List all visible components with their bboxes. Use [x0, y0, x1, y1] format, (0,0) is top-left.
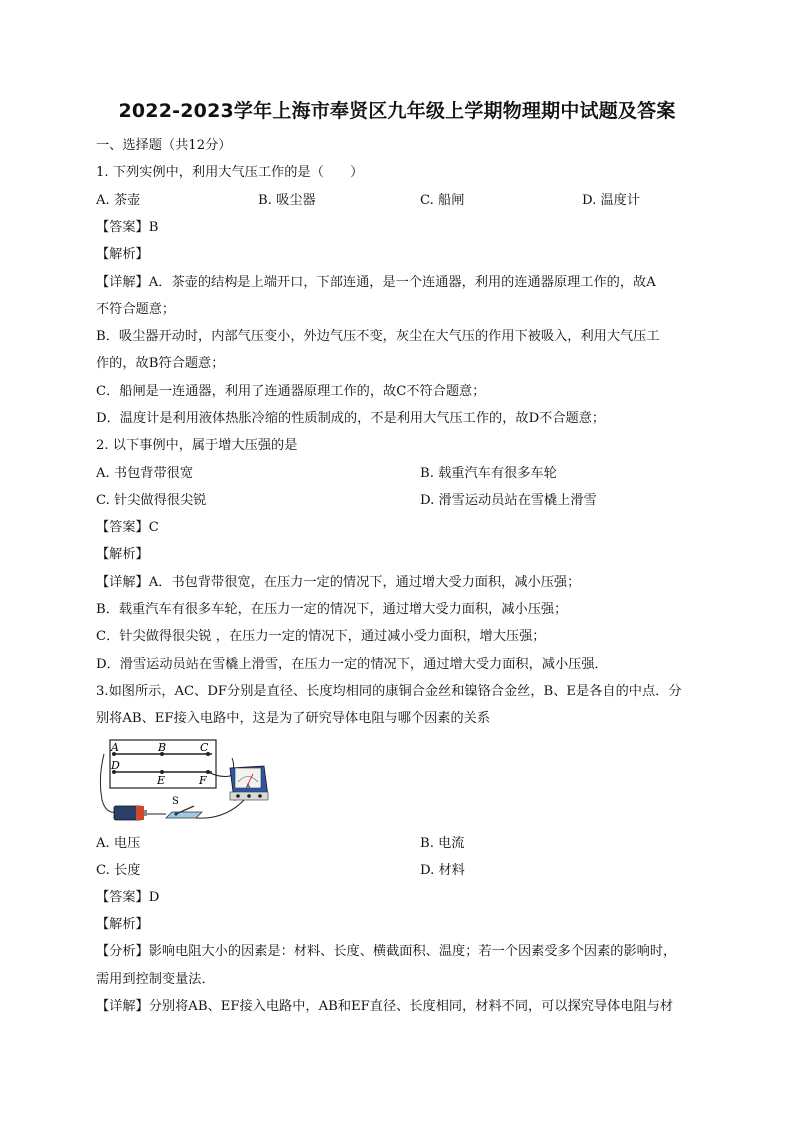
- section-heading: 一、选择题（共12分）: [96, 138, 232, 153]
- ammeter-terminal: [258, 794, 262, 798]
- switch-label: S: [172, 796, 179, 807]
- q1-detail-line: 【详解】A．茶壶的结构是上端开口，下部连通，是一个连通器，利用的连通器原理工作的，故A: [96, 275, 656, 290]
- q2-option-b: B. 载重汽车有很多车轮: [420, 466, 557, 481]
- q2-stem: 2. 以下事例中，属于增大压强的是: [96, 438, 298, 453]
- q3-answer: 【答案】D: [96, 890, 160, 905]
- q2-option-c: C. 针尖做得很尖锐: [96, 493, 207, 508]
- q1-answer: 【答案】B: [96, 220, 159, 235]
- switch-base: [166, 812, 202, 818]
- q1-detail-line: B．吸尘器开动时，内部气压变小，外边气压不变，灰尘在大气压的作用下被吸入，利用大气压工: [96, 329, 660, 344]
- q1-stem: 1. 下列实例中，利用大气压工作的是（ ）: [96, 165, 364, 180]
- label-a: A: [111, 741, 119, 754]
- q3-fenxi-line: 【分析】影响电阻大小的因素是：材料、长度、横截面积、温度；若一个因素受多个因素的影响时，: [96, 944, 677, 959]
- label-b: B: [158, 741, 167, 754]
- q2-answer: 【答案】C: [96, 520, 159, 535]
- q2-option-a: A. 书包背带很宽: [96, 466, 194, 481]
- q1-option-a: A. 茶壶: [96, 193, 141, 208]
- q2-option-d: D. 滑雪运动员站在雪橇上滑雪: [420, 493, 597, 508]
- circuit-diagram: [96, 738, 276, 828]
- ammeter-label: A: [246, 783, 251, 790]
- battery-cap: [136, 806, 144, 820]
- q3-option-c: C. 长度: [96, 863, 141, 878]
- label-c: C: [200, 741, 209, 754]
- ammeter-terminal: [236, 794, 240, 798]
- q1-analysis-label: 【解析】: [96, 247, 149, 262]
- q1-option-b: B. 吸尘器: [258, 193, 316, 208]
- q1-option-c: C. 船闸: [420, 193, 465, 208]
- q1-detail-line: 不符合题意；: [96, 302, 176, 317]
- battery-terminal: [144, 810, 147, 816]
- q1-detail-line: C．船闸是一连通器，利用了连通器原理工作的，故C不符合题意；: [96, 384, 486, 399]
- q2-detail-line: B．载重汽车有很多车轮，在压力一定的情况下，通过增大受力面积，减小压强；: [96, 602, 568, 617]
- document-title: 2022-2023学年上海市奉贤区九年级上学期物理期中试题及答案: [118, 100, 676, 122]
- q1-option-d: D. 温度计: [582, 193, 641, 208]
- q3-fenxi-line: 需用到控制变量法．: [96, 972, 215, 987]
- label-d: D: [111, 759, 120, 772]
- q1-detail-line: D．温度计是利用液体热胀冷缩的性质制成的，不是利用大气压工作的，故D不合题意；: [96, 411, 606, 426]
- q3-analysis-label: 【解析】: [96, 917, 149, 932]
- q2-detail-line: 【详解】A．书包背带很宽，在压力一定的情况下，通过增大受力面积，减小压强；: [96, 575, 581, 590]
- label-e: E: [157, 774, 166, 787]
- q3-stem-line: 3.如图所示，AC、DF分别是直径、长度均相同的康铜合金丝和镍铬合金丝，B、E是各自的中点．分: [96, 684, 682, 699]
- q2-detail-line: D．滑雪运动员站在雪橇上滑雪，在压力一定的情况下，通过增大受力面积，减小压强．: [96, 657, 608, 672]
- q3-stem-line: 别将AB、EF接入电路中，这是为了研究导体电阻与哪个因素的关系: [96, 711, 491, 726]
- q3-option-b: B. 电流: [420, 836, 465, 851]
- q3-option-a: A. 电压: [96, 836, 141, 851]
- label-f: F: [199, 774, 207, 787]
- switch-pivot: [174, 812, 177, 815]
- q3-detail-line: 【详解】分别将AB、EF接入电路中，AB和EF直径、长度相同，材料不同，可以探究导体电阻与材: [96, 999, 674, 1014]
- q1-detail-line: 作的，故B符合题意；: [96, 356, 225, 371]
- q2-analysis-label: 【解析】: [96, 547, 149, 562]
- q2-detail-line: C．针尖做得很尖锐 ，在压力一定的情况下，通过减小受力面积，增大压强；: [96, 629, 546, 644]
- q3-option-d: D. 材料: [420, 863, 465, 878]
- lead-wire-switch: [196, 798, 246, 818]
- ammeter-terminal: [247, 794, 251, 798]
